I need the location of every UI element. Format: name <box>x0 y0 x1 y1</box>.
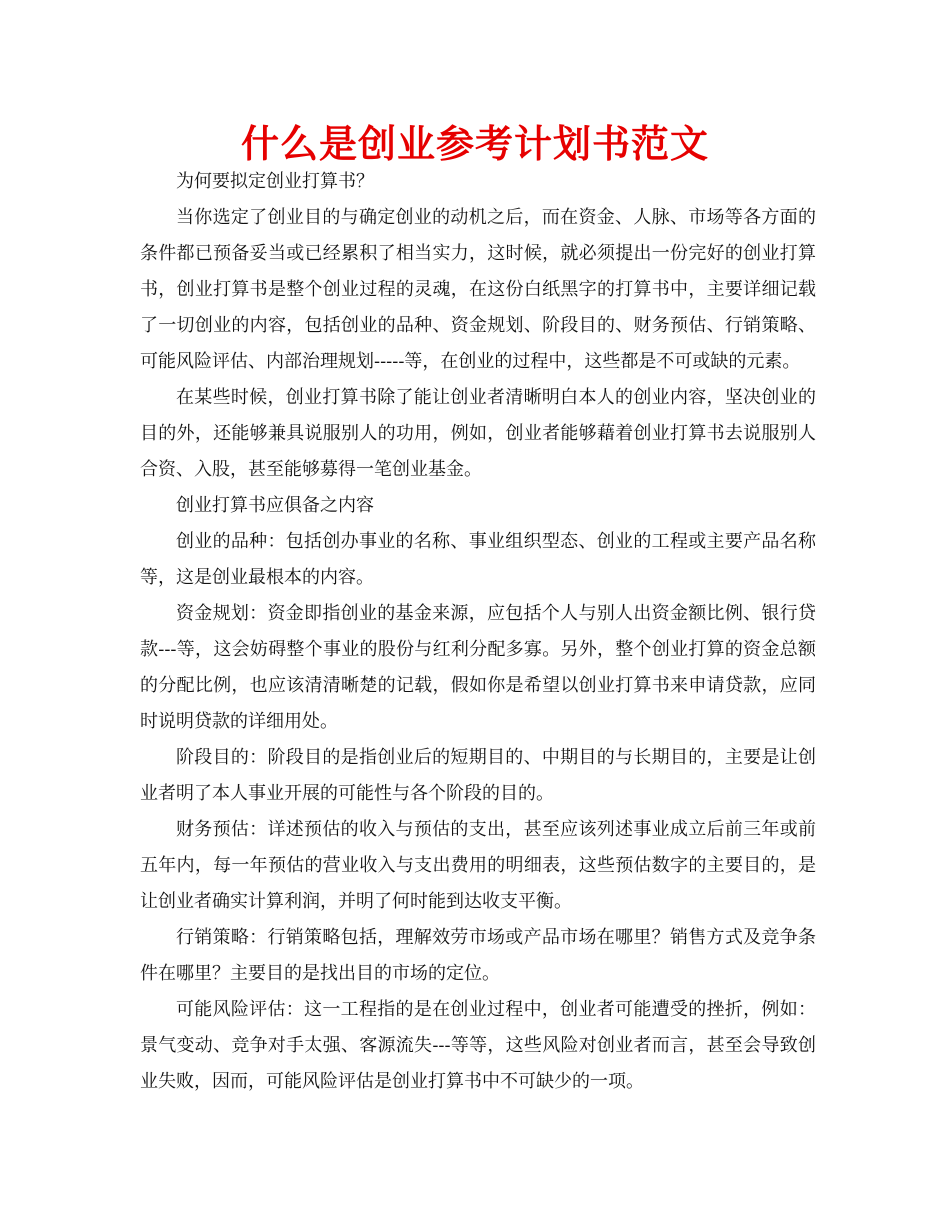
paragraph-question: 为何要拟定创业打算书？ <box>176 171 374 192</box>
paragraph-persuasion: 在某些时候，创业打算书除了能让创业者清晰明白本人的创业内容，坚决创业的目的外，还能够兼具说服别人的功用，例如，创业者能够藉着创业打算书去说服别人合资、入股，甚至能够募得一笔创业基金。 <box>140 387 816 480</box>
document-title: 什么是创业参考计划书范文 <box>240 122 709 166</box>
paragraph-stage-goals: 阶段目的：阶段目的是指创业后的短期目的、中期目的与长期目的，主要是让创业者明了本人事业开展的可能性与各个阶段的目的。 <box>140 747 816 804</box>
paragraph-marketing-strategy: 行销策略：行销策略包括，理解效劳市场或产品市场在哪里？销售方式及竞争条件在哪里？主要目的是找出目的市场的定位。 <box>140 927 816 984</box>
paragraph-funding-plan: 资金规划：资金即指创业的基金来源，应包括个人与别人出资金额比例、银行贷款---等，这会妨碍整个事业的股份与红利分配多寡。另外，整个创业打算的资金总额的分配比例，也应该清清晰楚的记载，假如你是希望以创业打算书来申请贷款，应同时说明贷款的详细用处。 <box>140 603 816 732</box>
paragraph-intro: 当你选定了创业目的与确定创业的动机之后，而在资金、人脉、市场等各方面的条件都已预备妥当或已经累积了相当实力，这时候，就必须提出一份完好的创业打算书，创业打算书是整个创业过程的灵魂，在这份白纸黑字的打算书中，主要详细记载了一切创业的内容，包括创业的品种、资金规划、阶段目的、财务预估、行销策略、可能风险评估、内部治理规划-----等，在创业的过程中，这些都是不可或缺的元素。 <box>140 207 816 372</box>
paragraph-business-type: 创业的品种：包括创办事业的名称、事业组织型态、创业的工程或主要产品名称等，这是创业最根本的内容。 <box>140 531 816 588</box>
document-body <box>140 164 816 1100</box>
paragraph-financial-forecast: 财务预估：详述预估的收入与预估的支出，甚至应该列述事业成立后前三年或前五年内，每一年预估的营业收入与支出费用的明细表，这些预估数字的主要目的，是让创业者确实计算利润，并明了何时能到达收支平衡。 <box>140 819 816 912</box>
paragraph-risk-assessment: 可能风险评估：这一工程指的是在创业过程中，创业者可能遭受的挫折，例如：景气变动、竞争对手太强、客源流失---等等，这些风险对创业者而言，甚至会导致创业失败，因而，可能风险评估是创业打算书中不可缺少的一项。 <box>140 999 816 1092</box>
paragraph-contents-heading: 创业打算书应俱备之内容 <box>176 495 374 516</box>
